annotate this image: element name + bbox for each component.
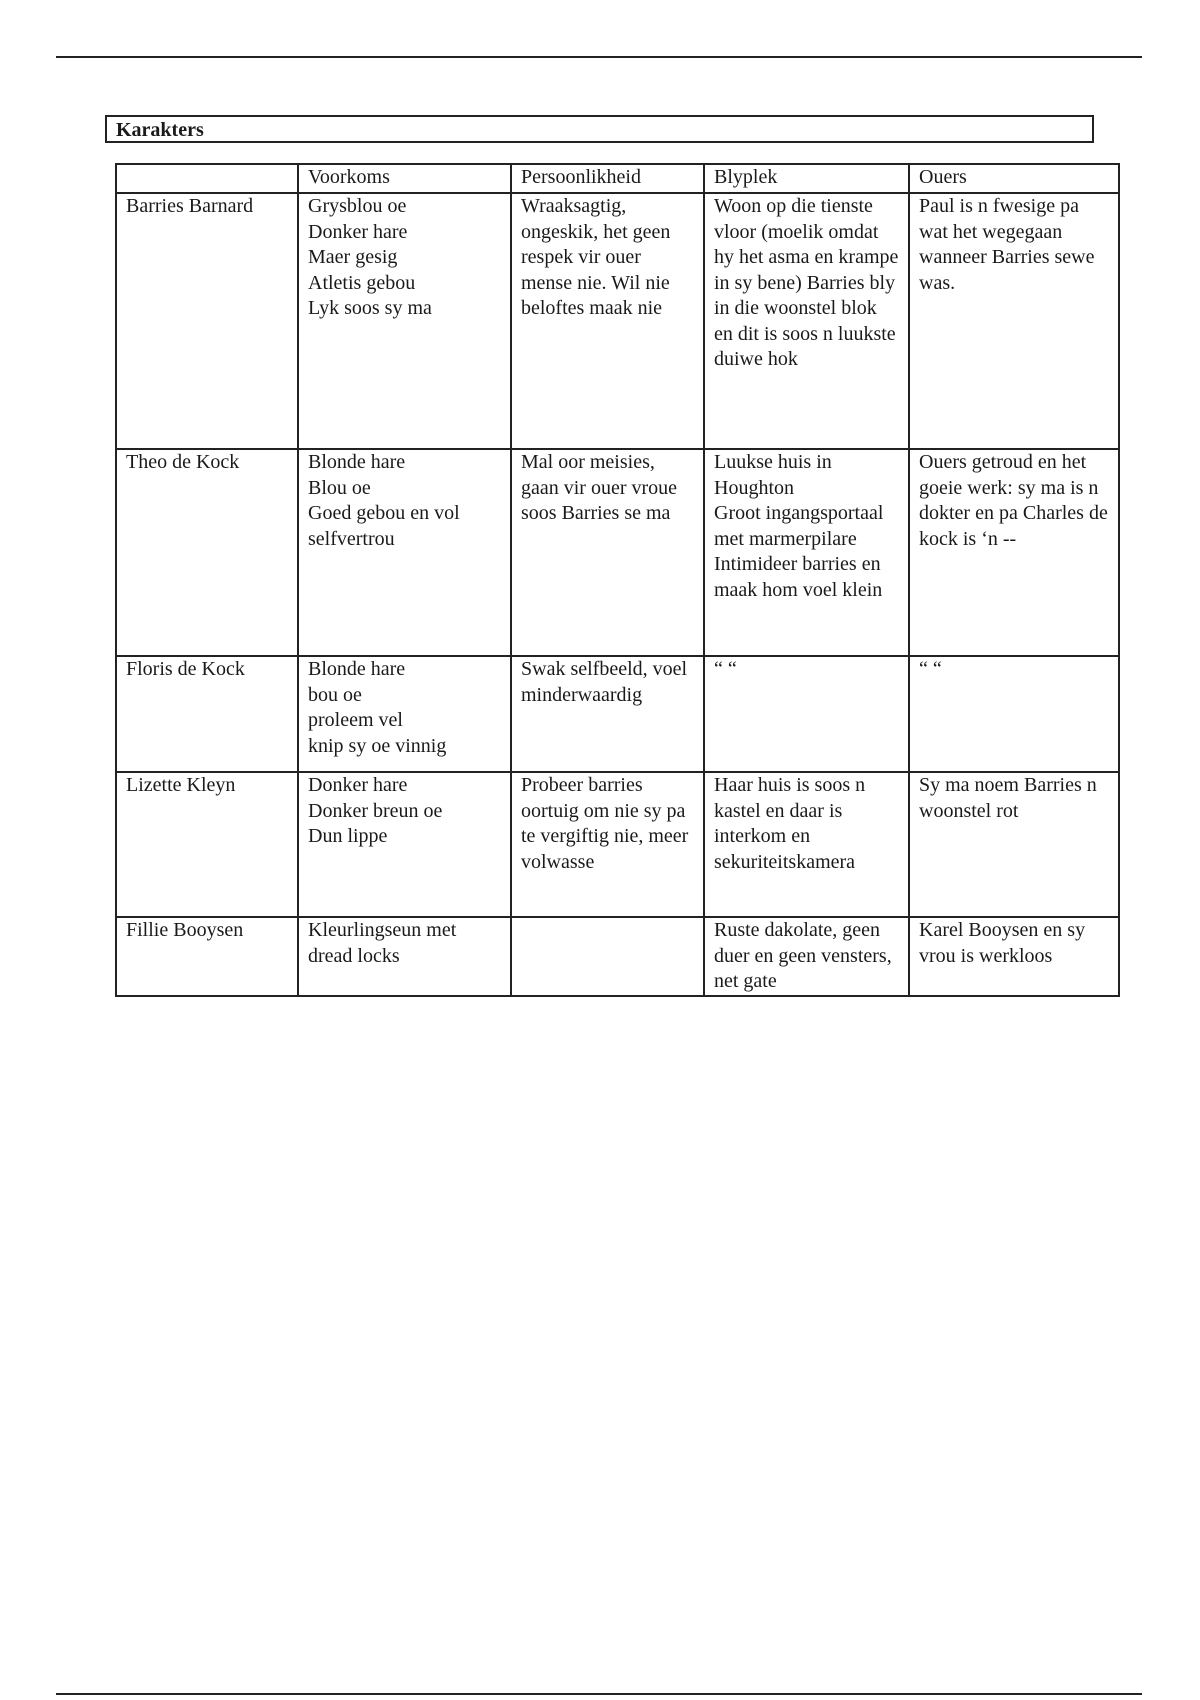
blyplek-cell: Luukse huis in Houghton Groot ingangsportaal met marmerpilare Intimideer barries en maak hom voel klein — [704, 449, 909, 656]
ouers-cell: Paul is n fwesige pa wat het wegegaan wanneer Barries sewe was. — [909, 193, 1119, 449]
section-title: Karakters — [105, 115, 1094, 143]
table-row — [116, 656, 1119, 772]
character-name: Floris de Kock — [116, 656, 298, 772]
blyplek-cell: Woon op die tienste vloor (moelik omdat hy het asma en krampe in sy bene) Barries bly in die woonstel blok en dit is soos n luukste duiwe hok — [704, 193, 909, 449]
persoonlikheid-cell — [511, 917, 704, 996]
persoonlikheid-cell: Swak selfbeeld, voel minderwaardig — [511, 656, 704, 772]
persoonlikheid-cell: Mal oor meisies, gaan vir ouer vroue soos Barries se ma — [511, 449, 704, 656]
ouers-cell: Ouers getroud en het goeie werk: sy ma is n dokter en pa Charles de kock is ‘n -- — [909, 449, 1119, 656]
blyplek-cell: Ruste dakolate, geen duer en geen vensters, net gate — [704, 917, 909, 996]
ouers-cell: Karel Booysen en sy vrou is werkloos — [909, 917, 1119, 996]
header-rule — [56, 56, 1142, 58]
table-row — [116, 917, 1119, 996]
ouers-cell: Sy ma noem Barries n woonstel rot — [909, 772, 1119, 917]
persoonlikheid-cell: Wraaksagtig, ongeskik, het geen respek vir ouer mense nie. Wil nie beloftes maak nie — [511, 193, 704, 449]
table-row — [116, 449, 1119, 656]
persoonlikheid-cell: Probeer barries oortuig om nie sy pa te vergiftig nie, meer volwasse — [511, 772, 704, 917]
ouers-cell: “ “ — [909, 656, 1119, 772]
table-header-row — [116, 164, 1119, 193]
header-cell-blyplek: Blyplek — [704, 164, 909, 193]
voorkoms-cell: Kleurlingseun met dread locks — [298, 917, 511, 996]
character-name: Lizette Kleyn — [116, 772, 298, 917]
voorkoms-cell: Blonde hare Blou oe Goed gebou en vol selfvertrou — [298, 449, 511, 656]
voorkoms-cell: Blonde hare bou oe proleem vel knip sy oe vinnig — [298, 656, 511, 772]
characters-table — [115, 163, 1120, 997]
voorkoms-cell: Donker hare Donker breun oe Dun lippe — [298, 772, 511, 917]
blyplek-cell: “ “ — [704, 656, 909, 772]
blyplek-cell: Haar huis is soos n kastel en daar is interkom en sekuriteitskamera — [704, 772, 909, 917]
header-cell-voorkoms: Voorkoms — [298, 164, 511, 193]
character-name: Fillie Booysen — [116, 917, 298, 996]
character-name: Barries Barnard — [116, 193, 298, 449]
table-row — [116, 193, 1119, 449]
header-cell-name — [116, 164, 298, 193]
table-row — [116, 772, 1119, 917]
header-cell-persoonlikheid: Persoonlikheid — [511, 164, 704, 193]
header-cell-ouers: Ouers — [909, 164, 1119, 193]
voorkoms-cell: Grysblou oe Donker hare Maer gesig Atletis gebou Lyk soos sy ma — [298, 193, 511, 449]
footer-rule — [56, 1693, 1142, 1695]
character-name: Theo de Kock — [116, 449, 298, 656]
